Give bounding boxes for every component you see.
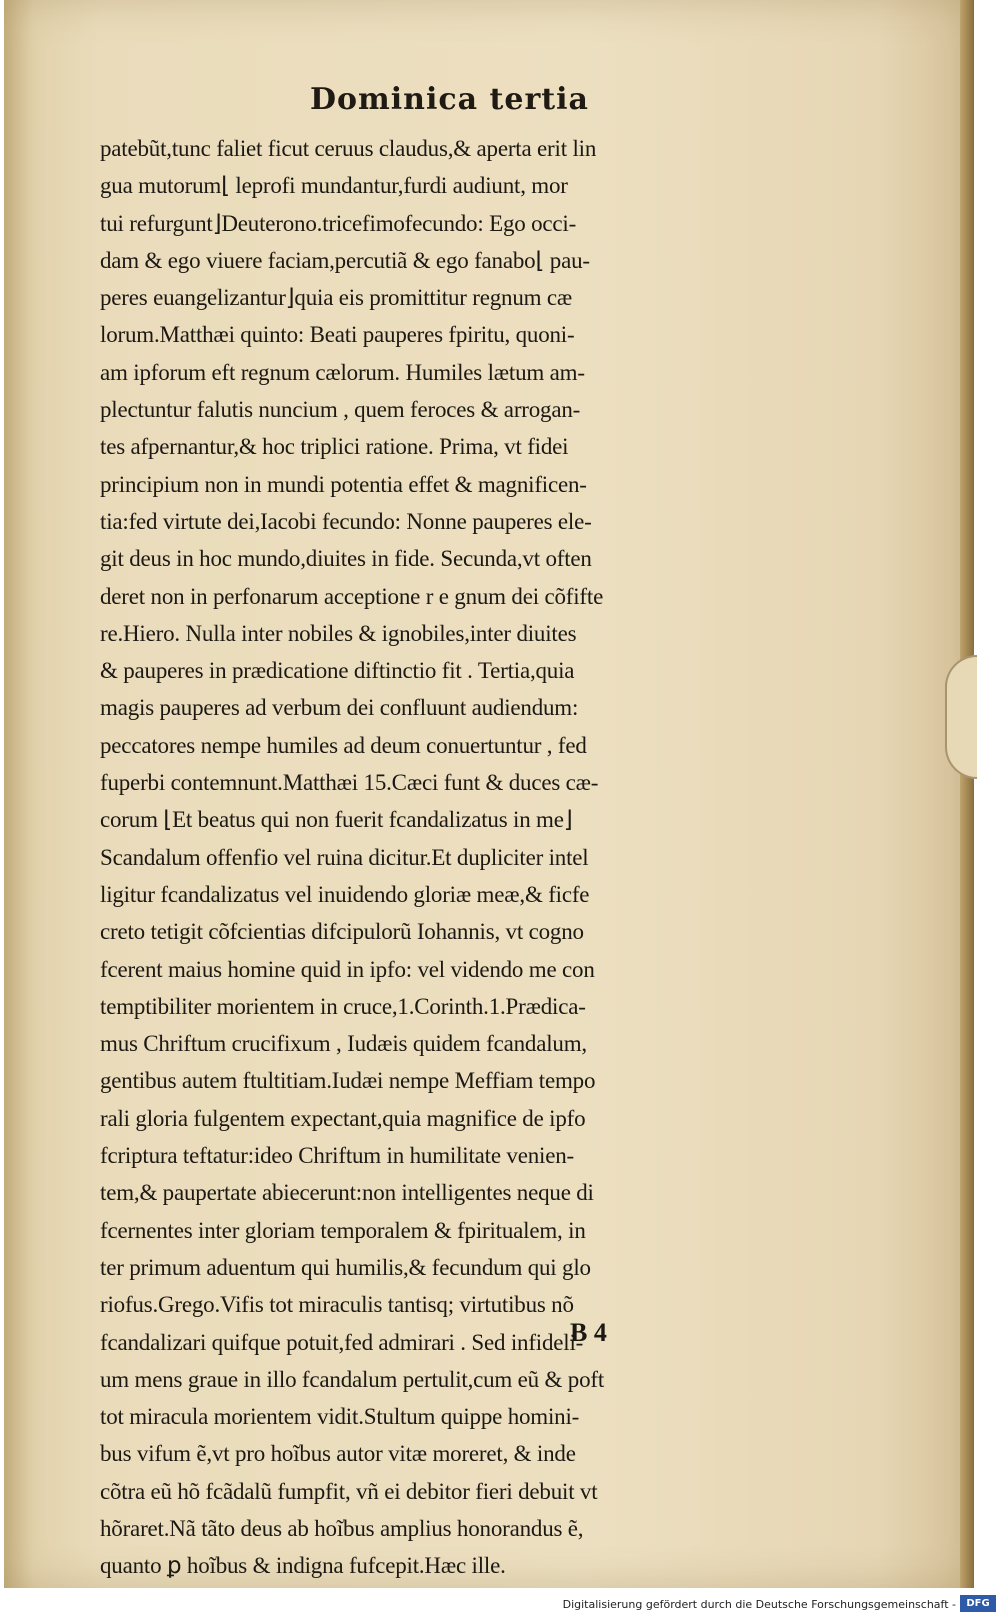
text-line: tia:fed virtute dei,Iacobi fecundo: Nonne pauperes ele- bbox=[100, 508, 592, 534]
text-line: fcernentes inter gloriam temporalem & fpiritualem, in bbox=[100, 1217, 586, 1243]
text-line: patebũt,tunc faliet ficut ceruus claudus,& aperta erit lin bbox=[100, 136, 597, 161]
text-line: git deus in hoc mundo,diuites in fide. Secunda,vt often bbox=[100, 546, 592, 572]
text-line: Scandalum offenfio vel ruina dicitur.Et dupliciter intel bbox=[100, 844, 589, 870]
dfg-logo: DFG bbox=[960, 1595, 996, 1612]
text-line: peres euangelizantur⌋quia eis promittitur regnum cæ bbox=[100, 285, 573, 311]
text-line: & pauperes in prædicatione diftinctio fit . Tertia,quia bbox=[100, 658, 575, 684]
body-text bbox=[100, 130, 790, 1585]
text-line: fuperbi contemnunt.Matthæi 15.Cæci funt & duces cæ- bbox=[100, 770, 599, 796]
text-line: hõraret.Nã tãto deus ab hoĩbus amplius honorandus ẽ, bbox=[100, 1515, 584, 1541]
text-line: quanto ꝑ hoĩbus & indigna fufcepit.Hæc ille. bbox=[100, 1553, 506, 1579]
text-line: tes afpernantur,& hoc triplici ratione. Prima, vt fidei bbox=[100, 434, 569, 460]
signature-mark: B 4 bbox=[570, 1318, 607, 1347]
text-line: um mens graue in illo fcandalum pertulit,cum eũ & poft bbox=[100, 1366, 605, 1392]
text-line: fcerent maius homine quid in ipfo: vel videndo me con bbox=[100, 956, 595, 982]
text-line: gua mutorum⌊ leprofi mundantur,furdi audiunt, mor bbox=[100, 173, 568, 199]
text-line: creto tetigit cõfcientias difcipulorũ Iohannis, vt cogno bbox=[100, 919, 584, 945]
text-line: tui refurgunt⌋Deuterono.tricefimofecundo: Ego occi- bbox=[100, 210, 577, 236]
text-line: tot miracula morientem vidit.Stultum quippe homini- bbox=[100, 1404, 580, 1430]
text-line: principium non in mundi potentia effet & magnificen- bbox=[100, 471, 587, 497]
running-head: Dominica tertia bbox=[310, 82, 589, 117]
text-line: magis pauperes ad verbum dei confluunt audiendum: bbox=[100, 695, 579, 721]
text-line: corum ⌊Et beatus qui non fuerit fcandalizatus in me⌋ bbox=[100, 807, 573, 833]
text-line: rali gloria fulgentem expectant,quia magnifice de ipfo bbox=[100, 1105, 586, 1131]
text-line: gentibus autem ftultitiam.Iudæi nempe Meffiam tempo bbox=[100, 1068, 596, 1094]
text-line: re.Hiero. Nulla inter nobiles & ignobiles,inter diuites bbox=[100, 620, 577, 646]
page-tab bbox=[945, 655, 977, 779]
text-line: fcriptura teftatur:ideo Chriftum in humilitate venien- bbox=[100, 1143, 574, 1169]
text-line: cõtra eũ hõ fcãdalũ fumpfit, vñ ei debitor fieri debuit vt bbox=[100, 1478, 598, 1504]
text-line: tem,& paupertate abiecerunt:non intelligentes neque di bbox=[100, 1180, 594, 1206]
text-line: ligitur fcandalizatus vel inuidendo gloriæ meæ,& ficfe bbox=[100, 881, 590, 907]
text-line: mus Chriftum crucifixum , Iudæis quidem fcandalum, bbox=[100, 1031, 587, 1057]
page-edge bbox=[960, 0, 974, 1588]
text-line: peccatores nempe humiles ad deum conuertuntur , fed bbox=[100, 732, 587, 758]
text-line: bus vifum ẽ,vt pro hoĩbus autor vitæ moreret, & inde bbox=[100, 1441, 576, 1467]
text-line: plectuntur falutis nuncium , quem feroces & arrogan- bbox=[100, 397, 581, 423]
text-line: am ipforum eft regnum cælorum. Humiles lætum am- bbox=[100, 359, 585, 385]
text-line: riofus.Grego.Vifis tot miraculis tantisq; virtutibus nõ bbox=[100, 1292, 574, 1318]
text-line: temptibiliter morientem in cruce,1.Corinth.1.Prædica- bbox=[100, 993, 586, 1019]
text-line: ter primum aduentum qui humilis,& fecundum qui glo bbox=[100, 1254, 591, 1280]
text-line: dam & ego viuere faciam,percutiã & ego fanabo⌊ pau- bbox=[100, 247, 590, 273]
footer-credit: Digitalisierung gefördert durch die Deutsche Forschungsgemeinschaft - bbox=[562, 1598, 956, 1611]
footer-bar bbox=[0, 1590, 1000, 1618]
text-line: deret non in perfonarum acceptione r e gnum dei cõfifte bbox=[100, 583, 604, 609]
text-line: fcandalizari quifque potuit,fed admirari . Sed infideli- bbox=[100, 1329, 584, 1355]
text-line: lorum.Matthæi quinto: Beati pauperes fpiritu, quoni- bbox=[100, 322, 575, 348]
